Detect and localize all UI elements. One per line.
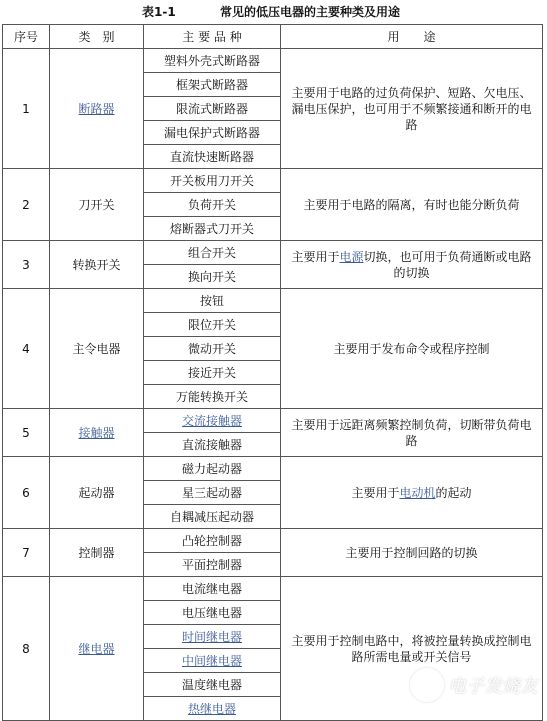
- usage-text: 主要用于: [291, 249, 340, 264]
- cell-seq: 4: [3, 289, 50, 409]
- category-link[interactable]: 断路器: [78, 101, 115, 116]
- product-link[interactable]: 热继电器: [187, 701, 236, 716]
- table-title: 常见的低压电器的主要种类及用途: [220, 5, 401, 19]
- category-label: 控制器: [78, 545, 115, 560]
- cell-category: [50, 529, 144, 577]
- watermark-logo: [410, 664, 540, 704]
- cell-product: [144, 121, 281, 145]
- cell-product: [144, 265, 281, 289]
- category-link[interactable]: 接触器: [78, 425, 115, 440]
- cell-product: [144, 673, 281, 697]
- product-label: 熔断器式刀开关: [169, 221, 254, 236]
- cell-product: [144, 241, 281, 265]
- table-caption: [0, 0, 547, 24]
- product-label: 自耦减压起动器: [169, 509, 254, 524]
- product-label: 限流式断路器: [175, 101, 248, 116]
- cell-product: [144, 361, 281, 385]
- table-row: [3, 49, 543, 73]
- table-body: [3, 25, 543, 721]
- usage-text: 主要用于控制回路的切换: [345, 545, 478, 560]
- product-label: 框架式断路器: [175, 77, 248, 92]
- low-voltage-apparatus-table: [2, 24, 543, 721]
- cell-product: [144, 313, 281, 337]
- cell-category: [50, 289, 144, 409]
- usage-text: 主要用于电路的过负荷保护、短路、欠电压、漏电压保护，也可用于不频繁接通和断开的电路: [291, 85, 532, 132]
- cell-product: [144, 553, 281, 577]
- cell-usage: [281, 409, 543, 457]
- product-label: 温度继电器: [181, 677, 242, 692]
- table-row: [3, 241, 543, 265]
- table-row: [3, 457, 543, 481]
- product-label: 万能转换开关: [175, 389, 248, 404]
- header-product: 主 要 品 种: [144, 25, 281, 49]
- table-row: [3, 289, 543, 313]
- usage-text: 主要用于电路的隔离，有时也能分断负荷: [303, 197, 520, 212]
- header-category: 类 别: [50, 25, 144, 49]
- cell-usage: [281, 241, 543, 289]
- product-label: 直流接触器: [181, 437, 242, 452]
- product-label: 限位开关: [187, 317, 236, 332]
- product-label: 凸轮控制器: [181, 533, 242, 548]
- watermark-circle-icon: [410, 668, 444, 702]
- cell-product: [144, 649, 281, 673]
- cell-category: [50, 169, 144, 241]
- category-label: 刀开关: [78, 197, 115, 212]
- table-row: [3, 169, 543, 193]
- cell-usage: [281, 169, 543, 241]
- table-row: [3, 577, 543, 601]
- category-label: 转换开关: [72, 257, 121, 272]
- cell-category: [50, 241, 144, 289]
- cell-product: [144, 505, 281, 529]
- product-label: 直流快速断路器: [169, 149, 254, 164]
- watermark-text: 电子发烧友: [448, 676, 538, 697]
- product-label: 微动开关: [187, 341, 236, 356]
- cell-product: [144, 73, 281, 97]
- usage-text: 主要用于远距离频繁控制负荷，切断带负荷电路: [291, 417, 532, 448]
- cell-product: [144, 193, 281, 217]
- cell-seq: 6: [3, 457, 50, 529]
- cell-product: [144, 409, 281, 433]
- product-label: 星三起动器: [181, 485, 242, 500]
- cell-product: [144, 601, 281, 625]
- product-label: 负荷开关: [187, 197, 236, 212]
- cell-product: [144, 481, 281, 505]
- cell-usage: [281, 457, 543, 529]
- usage-text: 的起动: [435, 485, 472, 500]
- cell-seq: 7: [3, 529, 50, 577]
- product-link[interactable]: 中间继电器: [181, 653, 242, 668]
- cell-product: [144, 433, 281, 457]
- cell-product: [144, 697, 281, 721]
- cell-product: [144, 217, 281, 241]
- usage-text: 主要用于: [351, 485, 400, 500]
- product-label: 塑料外壳式断路器: [163, 53, 260, 68]
- cell-product: [144, 145, 281, 169]
- product-link[interactable]: 交流接触器: [181, 413, 242, 428]
- product-label: 组合开关: [187, 245, 236, 260]
- cell-product: [144, 289, 281, 313]
- header-row: [3, 25, 543, 49]
- usage-text: 主要用于发布命令或程序控制: [333, 341, 490, 356]
- table-row: [3, 529, 543, 553]
- product-link[interactable]: 时间继电器: [181, 629, 242, 644]
- header-usage: 用 途: [281, 25, 543, 49]
- cell-product: [144, 49, 281, 73]
- product-label: 电压继电器: [181, 605, 242, 620]
- usage-text: 切换，也可用于负荷通断或电路的切换: [363, 249, 532, 280]
- usage-text: 主要用于控制电路中，将被控量转换成控制电路所需电量或开关信号: [291, 633, 532, 664]
- product-label: 换向开关: [187, 269, 236, 284]
- product-label: 按钮: [199, 293, 224, 308]
- cell-product: [144, 577, 281, 601]
- usage-link[interactable]: 电源: [339, 249, 364, 264]
- product-label: 漏电保护式断路器: [163, 125, 260, 140]
- cell-category: [50, 457, 144, 529]
- cell-product: [144, 529, 281, 553]
- cell-seq: 3: [3, 241, 50, 289]
- cell-seq: 2: [3, 169, 50, 241]
- cell-seq: 5: [3, 409, 50, 457]
- cell-category: [50, 409, 144, 457]
- cell-seq: 1: [3, 49, 50, 169]
- cell-usage: [281, 529, 543, 577]
- cell-product: [144, 169, 281, 193]
- usage-link[interactable]: 电动机: [399, 485, 436, 500]
- cell-product: [144, 457, 281, 481]
- category-link[interactable]: 继电器: [78, 641, 115, 656]
- product-label: 开关板用刀开关: [169, 173, 254, 188]
- cell-usage: [281, 49, 543, 169]
- product-label: 磁力起动器: [181, 461, 242, 476]
- cell-product: [144, 337, 281, 361]
- cell-seq: 8: [3, 577, 50, 721]
- product-label: 平面控制器: [181, 557, 242, 572]
- category-label: 主令电器: [72, 341, 121, 356]
- cell-category: [50, 49, 144, 169]
- table-row: [3, 409, 543, 433]
- product-label: 接近开关: [187, 365, 236, 380]
- product-label: 电流继电器: [181, 581, 242, 596]
- cell-product: [144, 385, 281, 409]
- cell-category: [50, 577, 144, 721]
- category-label: 起动器: [78, 485, 115, 500]
- cell-product: [144, 97, 281, 121]
- table-number: 表1-1: [142, 5, 176, 19]
- header-seq: 序号: [3, 25, 50, 49]
- cell-usage: [281, 289, 543, 409]
- cell-product: [144, 625, 281, 649]
